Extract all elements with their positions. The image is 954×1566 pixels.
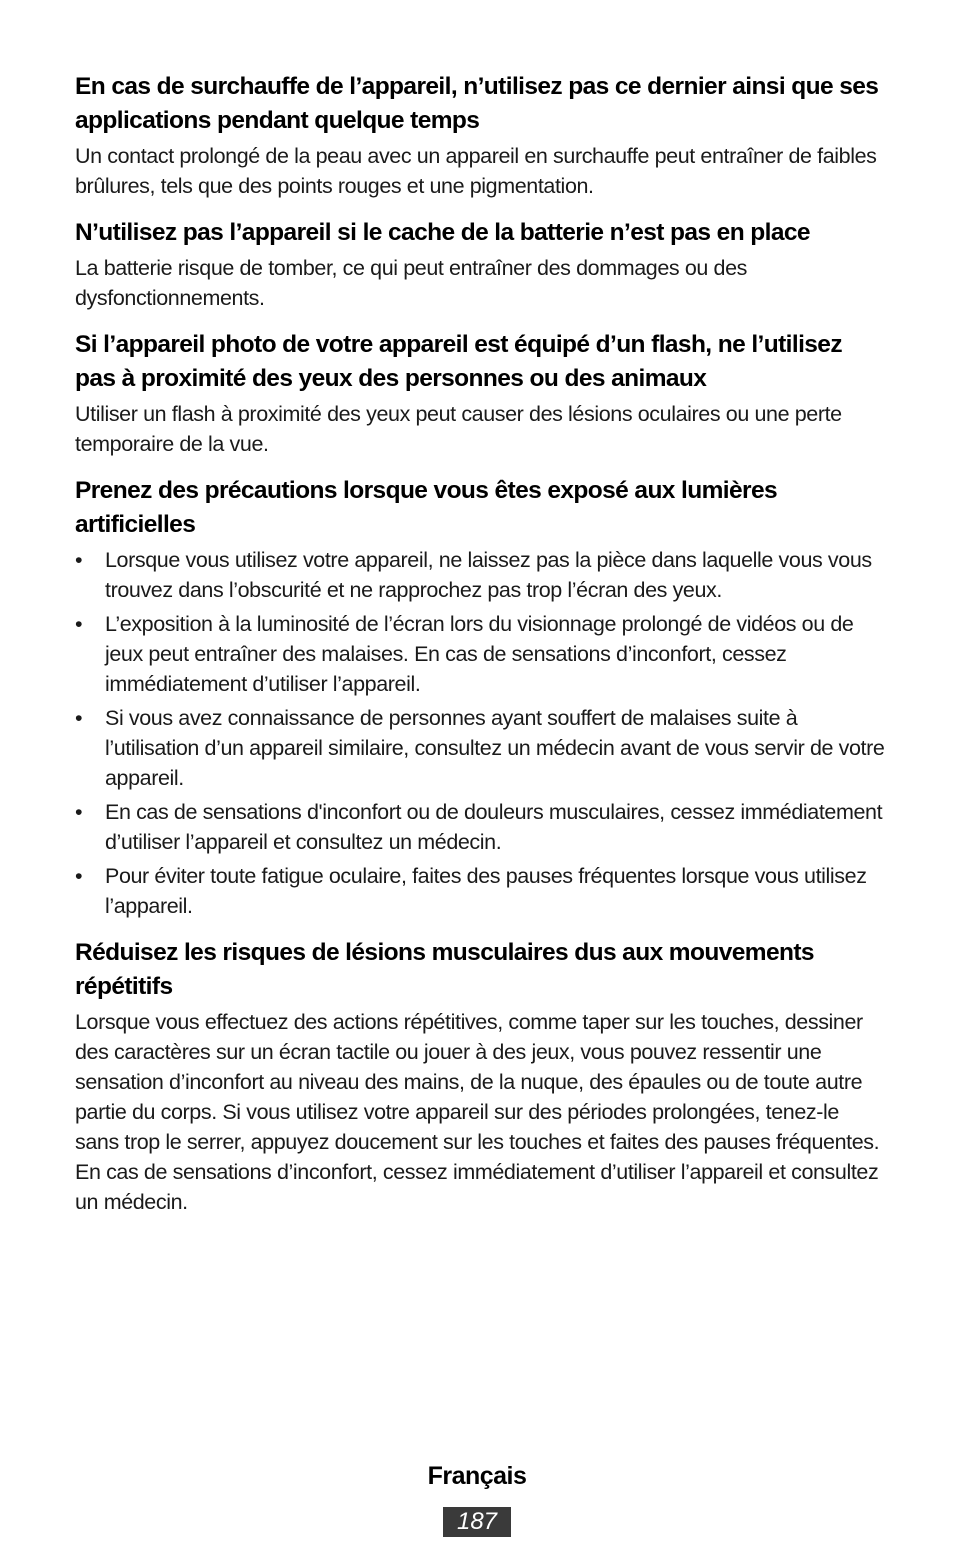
bullet-item <box>75 545 887 605</box>
bullet-text: Pour éviter toute fatigue oculaire, faites des pauses fréquentes lorsque vous utilisez l’appareil. <box>105 864 867 918</box>
section-battery-cover <box>75 216 887 313</box>
bullet-icon: • <box>75 548 83 572</box>
bullet-icon: • <box>75 706 83 730</box>
footer-language-label: Français <box>427 1462 527 1490</box>
bullet-list <box>75 545 887 921</box>
section-body: La batterie risque de tomber, ce qui peut entraîner des dommages ou des dysfonctionnements. <box>75 256 747 310</box>
section-repetitive-motion <box>75 936 887 1217</box>
bullet-item <box>75 797 887 857</box>
bullet-icon: • <box>75 800 83 824</box>
section-heading: Réduisez les risques de lésions musculaires dus aux mouvements répétitifs <box>75 939 814 1000</box>
bullet-icon: • <box>75 864 83 888</box>
section-body: Lorsque vous effectuez des actions répétitives, comme taper sur les touches, dessiner des caractères sur un écran tactile ou jouer à des jeux, vous pouvez ressentir une sensation d’inconfort au niveau des mains, de la nuque, des épaules ou de toute autre partie du corps. Si vous utilisez votre appareil sur des périodes prolongées, tenez-le sans trop le serrer, appuyez doucement sur les touches et faites des pauses fréquentes. En cas de sensations d’inconfort, cessez immédiatement d’utiliser l’appareil et consultez un médecin. <box>75 1010 880 1214</box>
bullet-item <box>75 703 887 793</box>
section-artificial-lights <box>75 474 887 921</box>
bullet-text: Si vous avez connaissance de personnes ayant souffert de malaises suite à l’utilisation d’un appareil similaire, consultez un médecin avant de vous servir de votre appareil. <box>105 706 885 790</box>
section-overheating <box>75 70 887 201</box>
section-body: Utiliser un flash à proximité des yeux peut causer des lésions oculaires ou une perte temporaire de la vue. <box>75 402 842 456</box>
section-heading: En cas de surchauffe de l’appareil, n’utilisez pas ce dernier ainsi que ses applications pendant quelque temps <box>75 73 879 134</box>
bullet-icon: • <box>75 612 83 636</box>
bullet-item <box>75 861 887 921</box>
document-page <box>75 70 887 1232</box>
section-camera-flash <box>75 328 887 459</box>
section-heading: Si l’appareil photo de votre appareil est équipé d’un flash, ne l’utilisez pas à proximité des yeux des personnes ou des animaux <box>75 331 842 392</box>
bullet-item <box>75 609 887 699</box>
section-heading: Prenez des précautions lorsque vous êtes exposé aux lumières artificielles <box>75 477 778 538</box>
section-body: Un contact prolongé de la peau avec un appareil en surchauffe peut entraîner de faibles brûlures, tels que des points rouges et une pigmentation. <box>75 144 877 198</box>
section-heading: N’utilisez pas l’appareil si le cache de la batterie n’est pas en place <box>75 219 810 246</box>
bullet-text: En cas de sensations d'inconfort ou de douleurs musculaires, cessez immédiatement d’utiliser l’appareil et consultez un médecin. <box>105 800 883 854</box>
page-number: 187 <box>443 1507 511 1537</box>
bullet-text: L’exposition à la luminosité de l’écran lors du visionnage prolongé de vidéos ou de jeux peut entraîner des malaises. En cas de sensations d’inconfort, cessez immédiatement d’utiliser l’appareil. <box>105 612 854 696</box>
bullet-text: Lorsque vous utilisez votre appareil, ne laissez pas la pièce dans laquelle vous vous trouvez dans l’obscurité et ne rapprochez pas trop l’écran des yeux. <box>105 548 872 602</box>
